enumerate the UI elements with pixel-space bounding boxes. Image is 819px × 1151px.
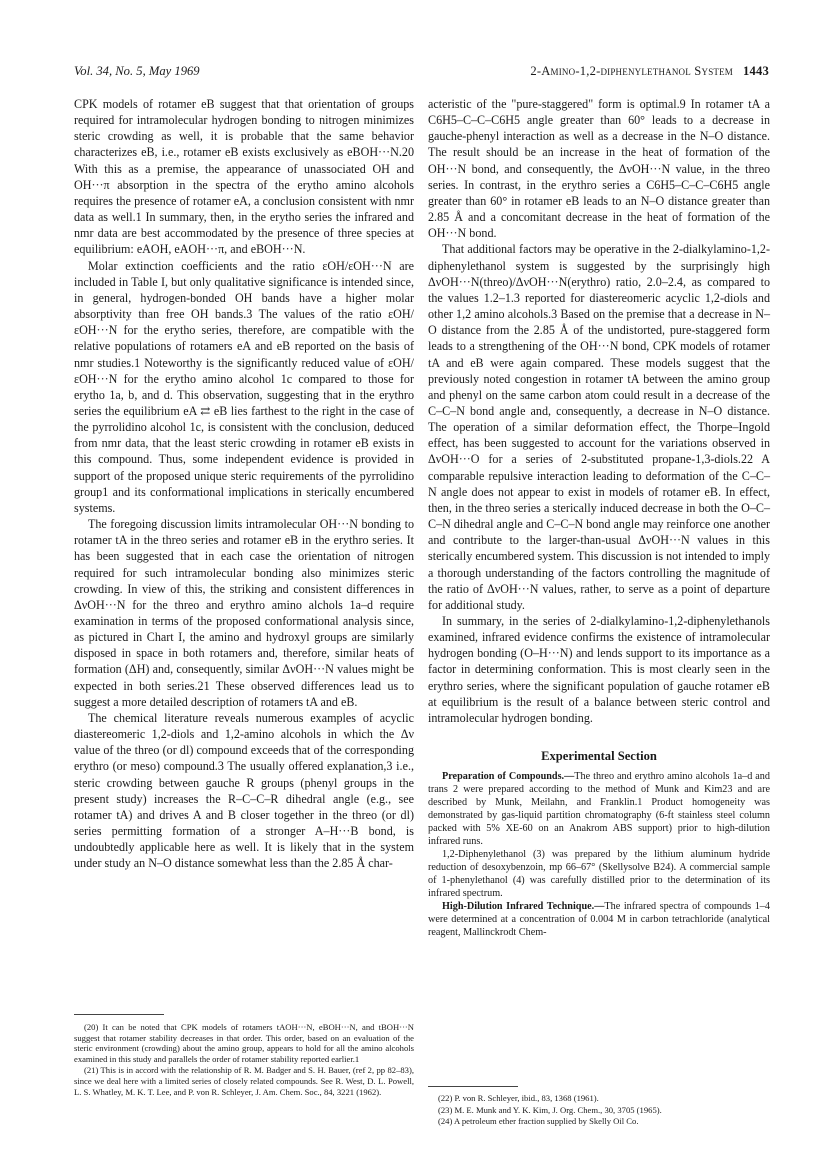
experimental-paragraph xyxy=(428,770,770,848)
paragraph: Molar extinction coefficients and the ratio εOH/εOH···N are included in Table I, but only qualitative significance is intended since, in general, hydrogen-bonded OH bands have a higher molar absorptivity than free OH bands.3 The values of the ratio εOH/εOH···N for the erytho series, therefore, are compatible with the relative populations of rotamers eA and eB reported on the basis of nmr studies.1 Noteworthy is the significantly reduced value of εOH/εOH···N for the erytho amino alcohol 1c compared to those for erytho 1a, b, and d. This observation, suggesting that in the erythro series the equilibrium eA ⇄ eB lies farthest to the right in the case of the pyrrolidino alcohol 1c, is consistent with the conclusion, deduced from nmr data, that the least steric crowding in rotamer eB exists in this compound. Thus, some independent evidence is provided in support of the proposed unique steric requirements of the pyrrolidino group1 and its conformational implications in sterically encumbered systems. xyxy=(74,258,414,515)
running-header xyxy=(74,64,769,84)
right-footnotes xyxy=(428,1093,770,1128)
footnote-21: (21) This is in accord with the relationship of R. M. Badger and S. H. Bauer, (ref 2, pp 82–83), since we deal here with a limited series of closely related compounds. See R. West, D. L. Powell, L. S. Whatley, M. K. T. Lee, and P. von R. Schleyer, J. Am. Chem. Soc., 84, 3221 (1962). xyxy=(74,1065,414,1097)
paragraph: acteristic of the "pure-staggered" form is optimal.9 In rotamer tA a C6H5–C–C–C6H5 angle greater than 60° leads to a decrease in gauche-phenyl interaction as well as a decrease in the N–O distance. The result should be an increase in the heat of formation of the OH···N bond, and consequently, the ΔνOH···N value, in the threo series. In contrast, in the erythro series a C6H5–C–C–C6H5 angle greater than 60° in rotamer eB leads to an N–O distance greater than 2.85 Å and a concomitant decrease in the heat of formation of the OH···N bond. xyxy=(428,97,770,241)
page-number: 1443 xyxy=(743,64,769,78)
section-title: Experimental Section xyxy=(541,749,657,764)
paragraph-text: The threo and erythro amino alcohols 1a–d and trans 2 were prepared according to the method of Munk and Kim23 and are described by Munk, Meilahn, and Franklin.1 Product homogeneity was demonstrated by gas-liquid partition chromatography (6-ft stainless steel column packed with 5% XE-60 on an Anakrom ABS support) prior to high-dilution infrared runs. xyxy=(428,771,770,848)
run-in-heading: High-Dilution Infrared Technique.— xyxy=(442,901,605,913)
footnote-separator xyxy=(428,1086,518,1087)
left-column xyxy=(74,96,414,872)
paragraph: The foregoing discussion limits intramolecular OH···N bonding to rotamer tA in the threo series and rotamer eB in the erythro series. It has been suggested that in each case the orientation of nitrogen required for such intramolecular bonding also minimizes steric crowding. In view of this, the striking and consistent differences in ΔνOH···N for the threo and erythro amino alchols 1a–d require examination in terms of the proposed conformational analysis since, as pictured in Chart I, the amino and hydroxyl groups are similarly disposed in space in both rotamers and, therefore, similar heats of formation (ΔH) and, consequently, similar ΔνOH···N values might be expected in both series.21 These observed differences lead us to suggest a more detailed description of rotamers tA and eB. xyxy=(74,517,414,709)
experimental-paragraph xyxy=(428,900,770,939)
experimental-paragraph: 1,2-Diphenylethanol (3) was prepared by the lithium aluminum hydride reduction of desoxybenzoin, mp 66–67° (Skellysolve B24). A commercial sample of 1-phenylethanol (4) was carefully distilled prior to the determination of its infrared spectrum. xyxy=(428,849,770,900)
run-in-heading: Preparation of Compounds.— xyxy=(442,771,575,783)
left-footnotes xyxy=(74,1022,414,1098)
running-title-text: 2-Amino-1,2-diphenylethanol System xyxy=(530,64,733,78)
paragraph: The chemical literature reveals numerous examples of acyclic diastereomeric 1,2-diols and 1,2-amino alcohols in which the Δν value of the threo (or dl) compound exceeds that of the corresponding erythro (or meso) compound.3 The usually offered explanation,3 i.e., steric crowding between gauche R groups (phenyl groups in the present study) increases the R–C–C–R dihedral angle (e.g., see rotamer tA) and drives A and B closer together in the threo (or dl) series permitting formation of a stronger A–H···B bond, is undoubtedly applicable here as well. It is likely that in the system under study an N–O distance somewhat less than the 2.85 Å char- xyxy=(74,710,414,871)
footnote-23: (23) M. E. Munk and Y. K. Kim, J. Org. Chem., 30, 3705 (1965). xyxy=(438,1104,662,1115)
paragraph: CPK models of rotamer eB suggest that that orientation of groups required for intramolecular hydrogen bonding to nitrogen minimizes steric crowding as well, it is probable that the same behavior characterizes eB, i.e., rotamer eB exists exclusively as eBOH···N.20 With this as a premise, the appearance of unassociated OH and OH···π absorption in the spectra of the erytho amino alcohols requires the presence of rotamer eA, a conclusion consistent with nmr data as well.1 In summary, then, in the erytho series the infrared and nmr data are best accommodated by the presence of three species at equilibrium: eAOH, eAOH···π, and eBOH···N. xyxy=(74,97,414,257)
paragraph-text: The infrared spectra of compounds 1–4 were determined at a concentration of 0.004 M in carbon tetrachloride (analytical reagent, Mallinckrodt Chem- xyxy=(428,901,770,939)
experimental-section xyxy=(428,770,770,939)
paragraph: In summary, in the series of 2-dialkylamino-1,2-diphenylethanols examined, infrared evidence confirms the existence of intramolecular hydrogen bonding (O–H···N) and lends support to its importance as a factor in determining conformation. This is most clearly seen in the erythro series, where the significant population of gauche rotamer eB at equilibrium is the result of a balance between steric control and intramolecular hydrogen bonding. xyxy=(428,614,770,725)
right-column xyxy=(428,96,770,939)
running-title xyxy=(530,64,769,79)
journal-citation: Vol. 34, No. 5, May 1969 xyxy=(74,64,200,78)
footnote-22: (22) P. von R. Schleyer, ibid., 83, 1368 (1961). xyxy=(438,1093,599,1103)
footnote-24: (24) A petroleum ether fraction supplied by Skelly Oil Co. xyxy=(438,1116,639,1127)
footnote-separator xyxy=(74,1014,164,1015)
paragraph: That additional factors may be operative in the 2-dialkylamino-1,2-diphenylethanol system is suggested by the surprisingly high ΔνOH···N(threo)/ΔνOH···N(erythro) ratio, 2.0–2.4, as compared to the values 1.2–1.3 reported for diastereomeric acyclic 1,2-diols and other 1,2 amino alcohols.3 Based on the premise that a decrease in N–O distance from the 2.85 Å of the undistorted, pure-staggered form leads to a strengthening of the OH···N bond, CPK models of rotamer tA and eB were again compared. These models suggest that the previously noted congestion in rotamer tA between the amino group and phenyl on the same carbon atom could result in a decrease of the C–C–N bond angle and, consequently, a decrease in N–O distance. The operation of a similar deformation effect, the Thorpe–Ingold effect, has been suggested to account for the variations observed in ΔνOH···O for a series of 2-substituted propane-1,3-diols.22 A comparable repulsive interaction leading to deformation of the C–C–N angle does not appear to exist in models of rotamer eB. In effect, then, in the threo series a sterically induced decrease in both the O–C–C–N dihedral angle and C–C–N bond angle may reinforce one another and contribute to the larger-than-usual ΔνOH···N values in this sterically encumbered system. This discussion is not intended to imply a thorough understanding of the factors controlling the magnitude of the ratio of ΔνOH···N values, rather, to serve as a point of departure for additional study. xyxy=(428,242,770,612)
footnote-20: (20) It can be noted that CPK models of rotamers tAOH···N, eBOH···N, and tBOH···N suggest that rotamer stability decreases in that order. This order, based on an evaluation of the steric environment (crowding) about the amino group, appears to hold for all the amino alcohols examined in this study and parallels the order of rotamer stability reported earlier.1 xyxy=(74,1022,414,1064)
